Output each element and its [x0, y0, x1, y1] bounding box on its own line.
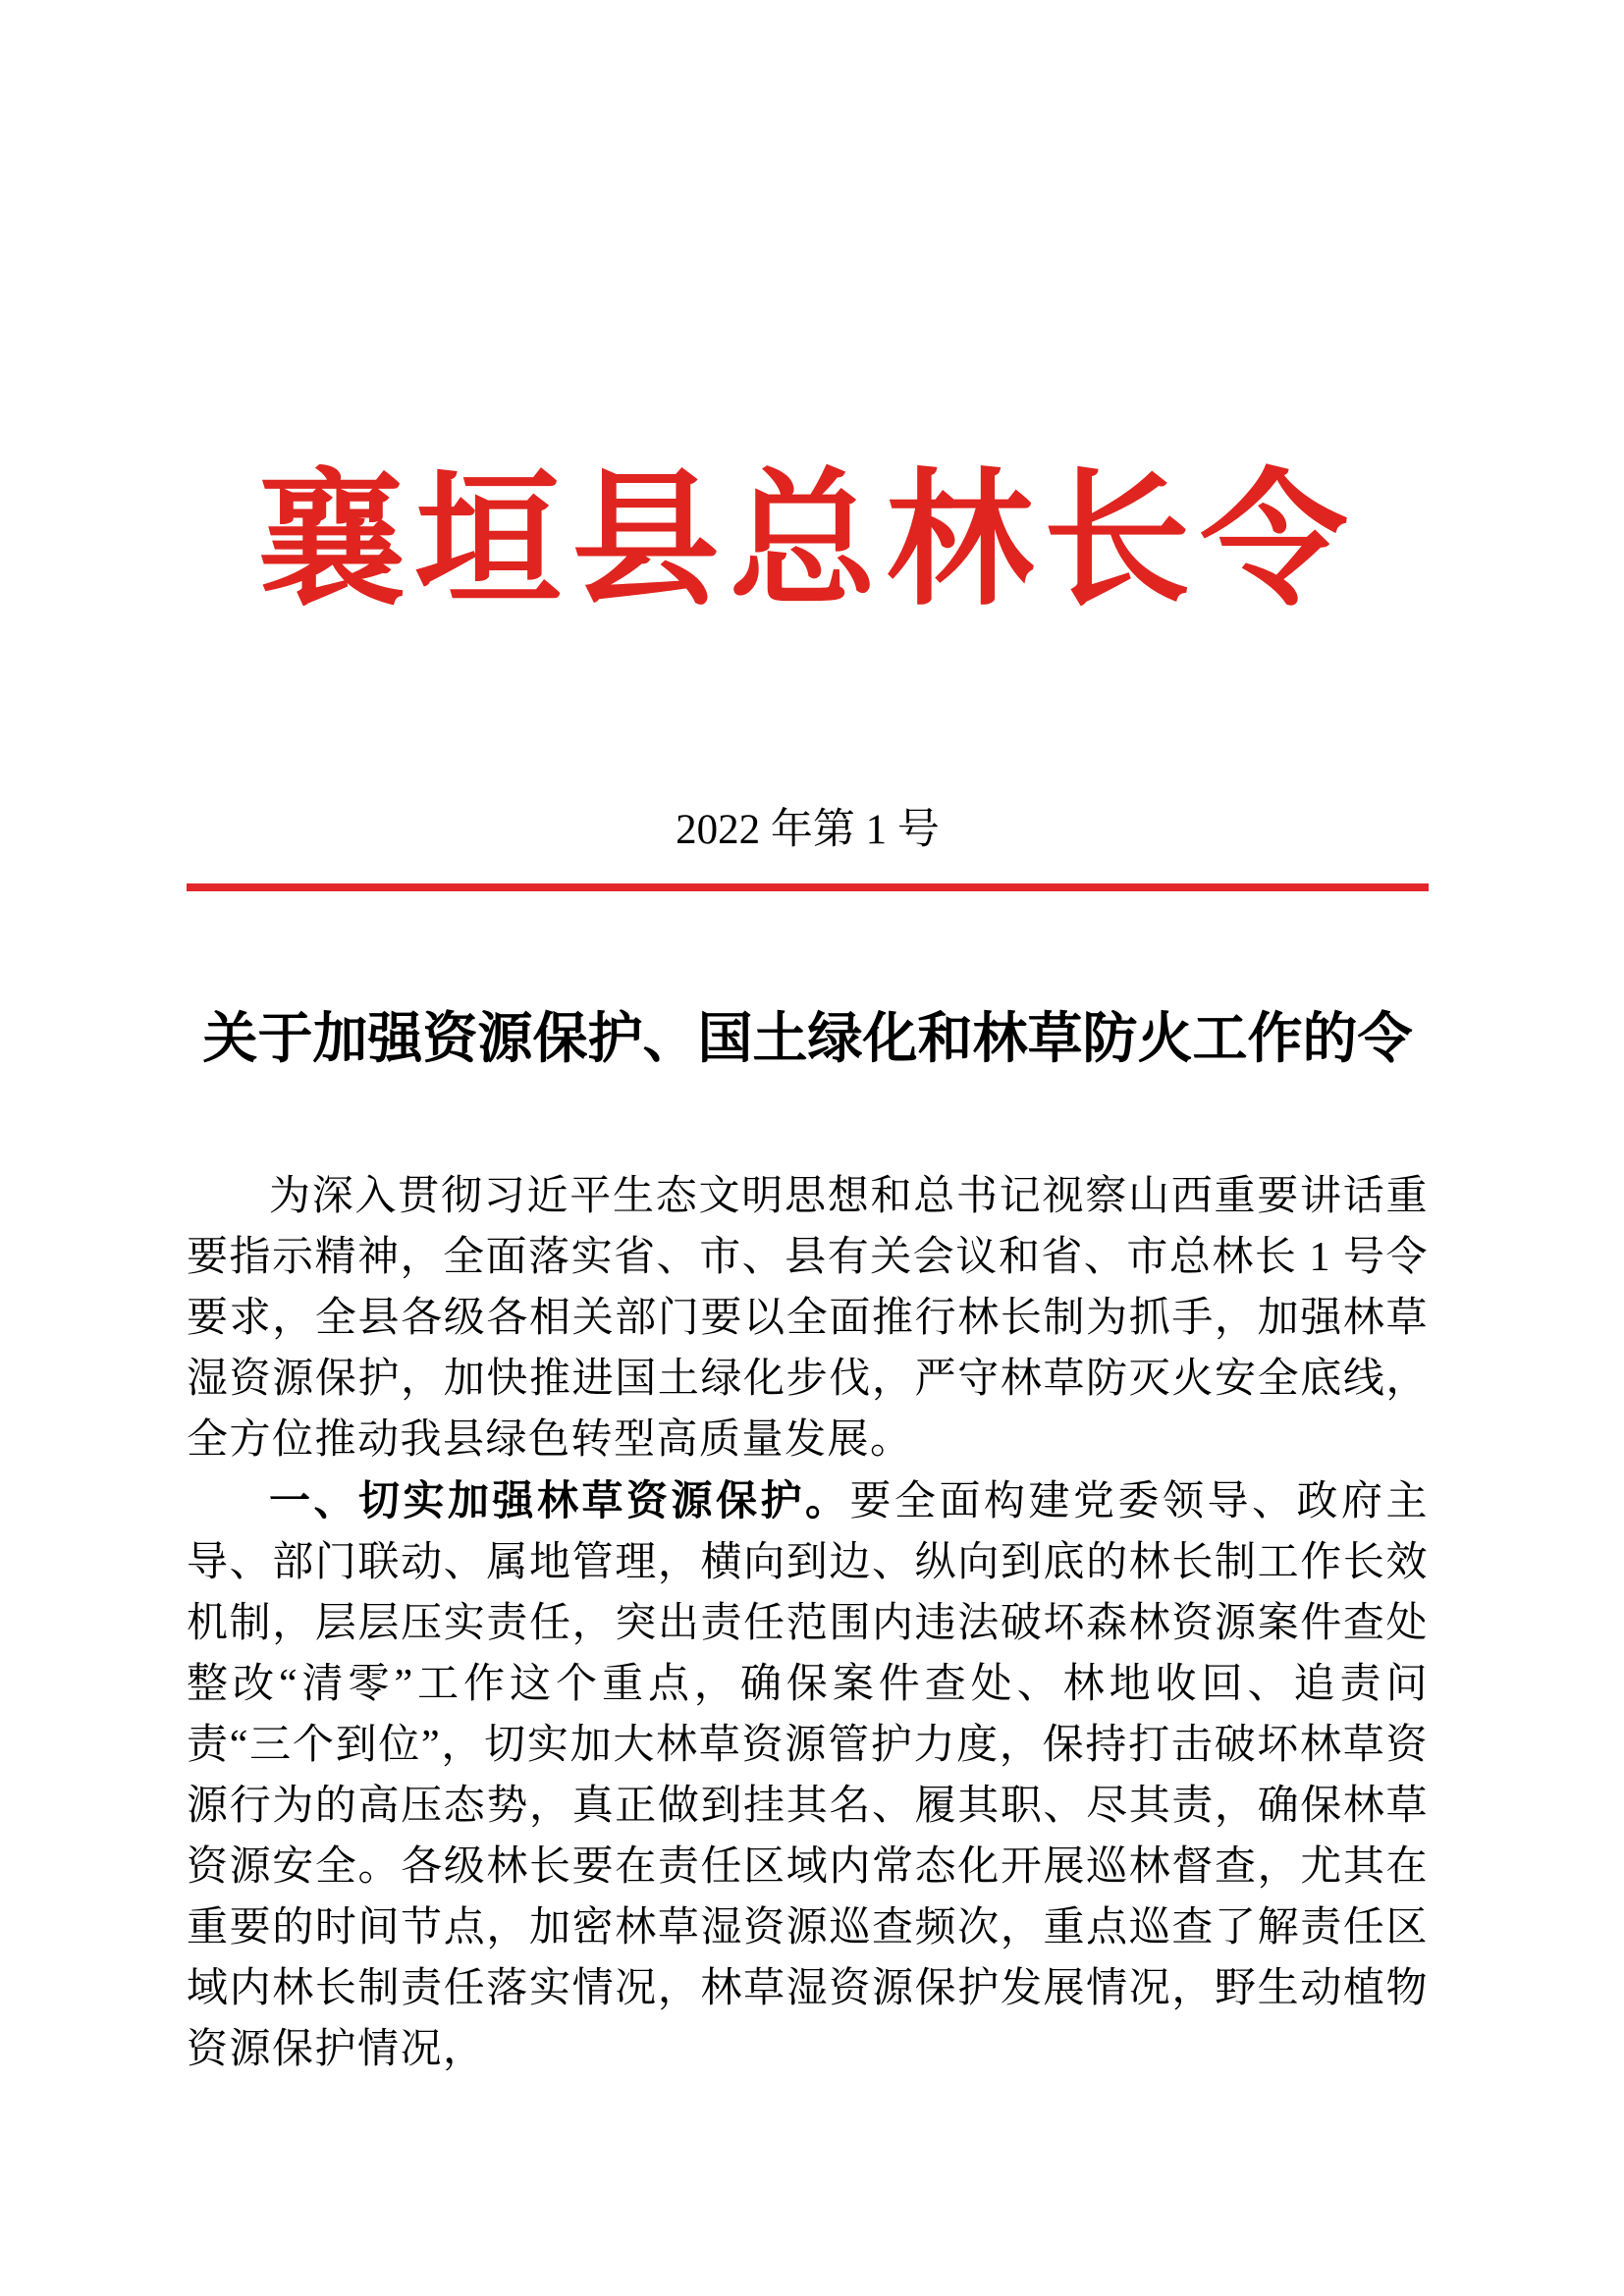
document-title: 襄垣县总林长令	[257, 460, 1358, 623]
paragraph-section-1-lead: 一、切实加强林草资源保护。	[269, 1476, 850, 1523]
paragraph-section-1	[187, 1470, 1429, 2080]
paragraph-intro-text: 为深入贯彻习近平生态文明思想和总书记视察山西重要讲话重要指示精神，全面落实省、市、县有关会议和省、市总林长 1 号令要求，全县各级各相关部门要以全面推行林长制为抓手，加强林草湿资源保护，加快推进国土绿化步伐，严守林草防灭火安全底线，全方位推动我县绿色转型高质量发展。	[187, 1173, 1429, 1463]
red-header-divider	[187, 883, 1429, 891]
order-heading: 关于加强资源保护、国土绿化和林草防火工作的令	[202, 1008, 1413, 1070]
paragraph-section-1-text: 要全面构建党委领导、政府主导、部门联动、属地管理，横向到边、纵向到底的林长制工作长效机制，层层压实责任，突出责任范围内违法破坏森林资源案件查处整改“清零”工作这个重点，确保案件查处、林地收回、追责问责“三个到位”，切实加大林草资源管护力度，保持打击破坏林草资源行为的高压态势，真正做到挂其名、履其职、尽其责，确保林草资源安全。各级林长要在责任区域内常态化开展巡林督查，尤其在重要的时间节点，加密林草湿资源巡查频次，重点巡查了解责任区域内林长制责任落实情况，林草湿资源保护发展情况，野生动植物资源保护情况，	[187, 1478, 1429, 2072]
document-body	[187, 1166, 1429, 2080]
issue-number: 2022 年第 1 号	[676, 807, 940, 853]
paragraph-intro	[187, 1166, 1429, 1470]
